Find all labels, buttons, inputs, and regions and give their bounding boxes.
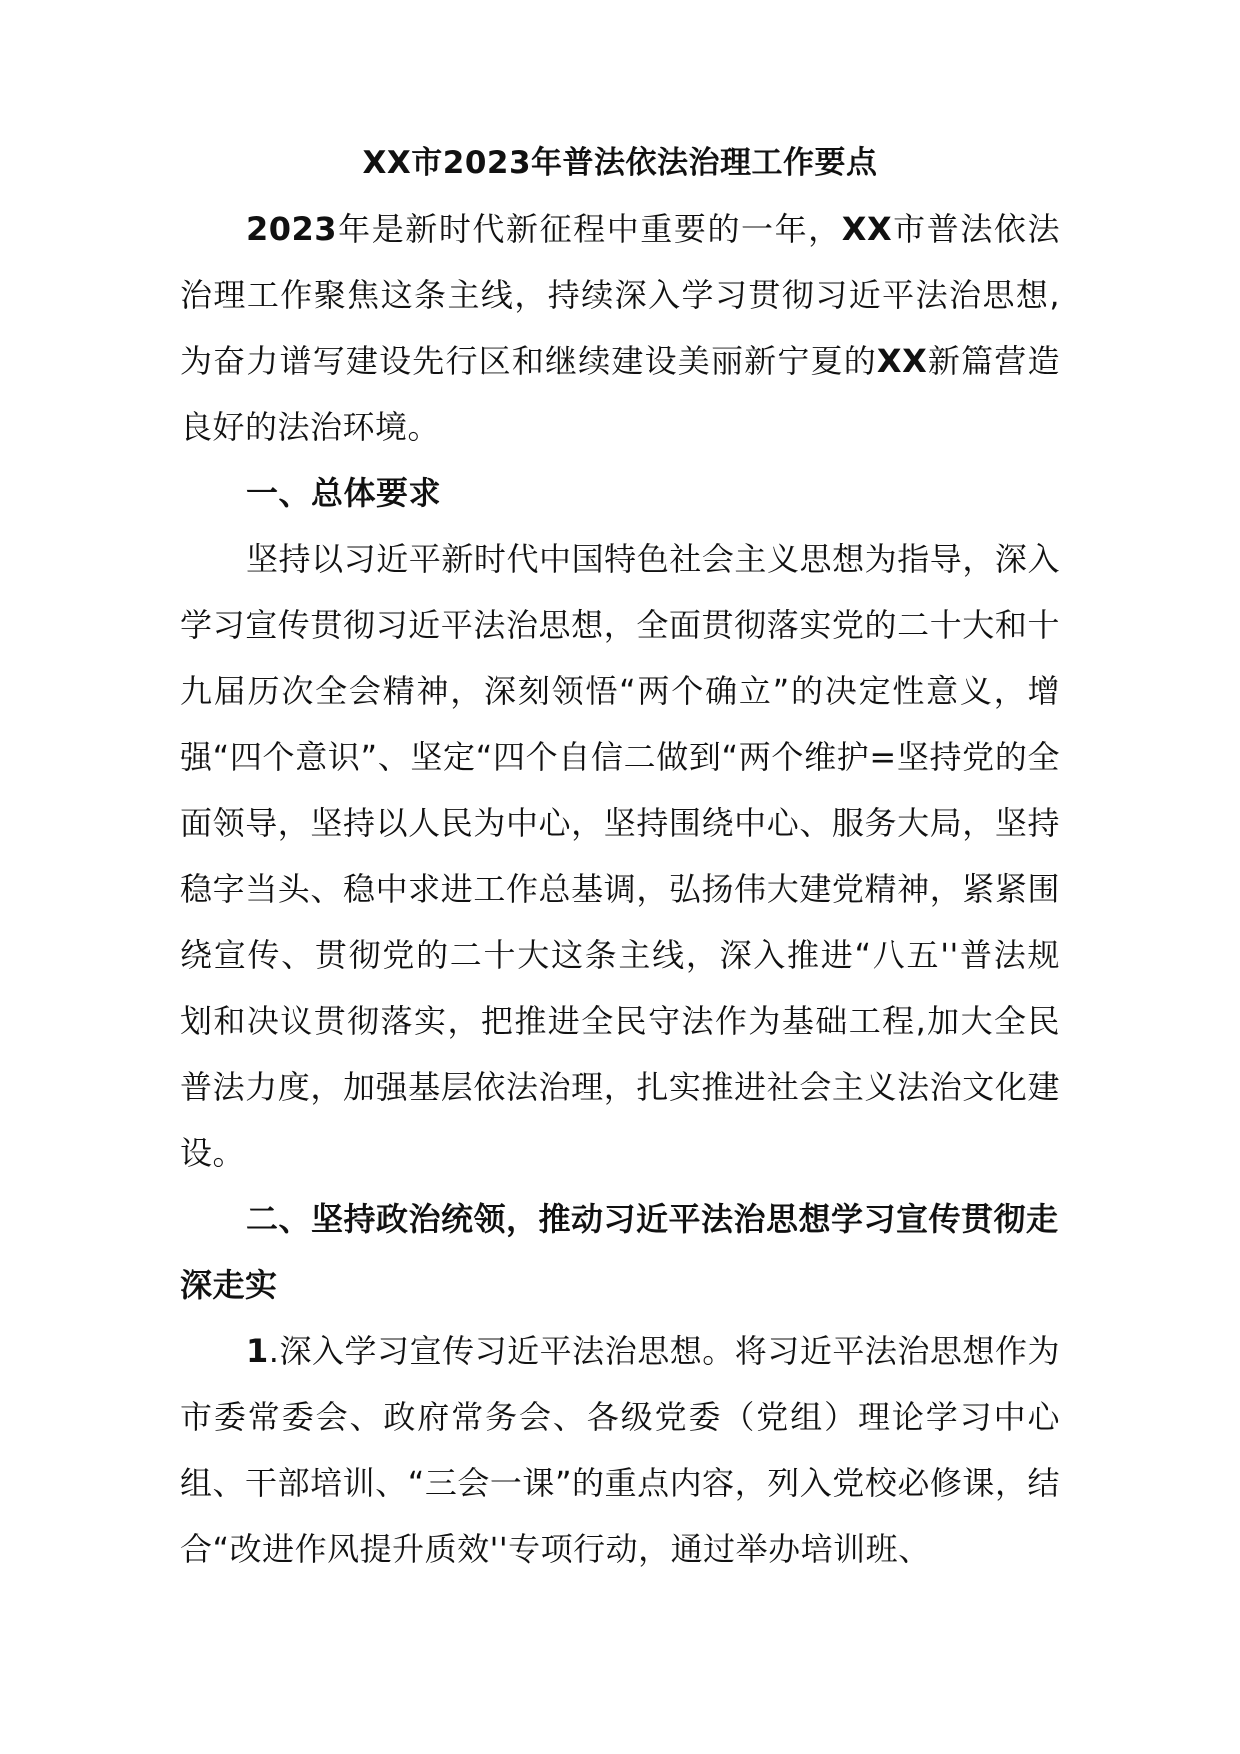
intro-year: 2023 — [246, 210, 338, 248]
document-title: XX市2023年普法依法治理工作要点 — [362, 145, 878, 181]
section2-heading: 二、坚持政治统领，推动习近平法治思想学习宣传贯彻走深走实 — [180, 1200, 1059, 1304]
section2-item1 — [180, 1318, 1060, 1582]
intro-text-2: 市普法依法治理工作聚焦这条主线，持续深入学习贯彻习近平法治思想,为奋力谱写建设先行区和继续建设美丽新宁夏的 — [180, 210, 1060, 380]
intro-paragraph — [180, 196, 1060, 460]
item1-body: .深入学习宣传习近平法治思想。将习近平法治思想作为市委常委会、政府常务会、各级党委（党组）理论学习中心组、干部培训、“三会一课”的重点内容，列入党校必修课，结合“改进作风提升质效''专项行动，通过举办培训班、 — [180, 1332, 1060, 1568]
item1-number: 1 — [246, 1332, 269, 1370]
intro-text-3: 新篇营造良好的法治环境。 — [180, 342, 1060, 446]
intro-city-2: XX — [876, 342, 928, 380]
section1-body: 坚持以习近平新时代中国特色社会主义思想为指导，深入学习宣传贯彻习近平法治思想，全面贯彻落实党的二十大和十九届历次全会精神，深刻领悟“两个确立”的决定性意义，增强“四个意识”、坚定“四个自信二做到“两个维护=坚持党的全面领导，坚持以人民为中心，坚持围绕中心、服务大局，坚持稳字当头、稳中求进工作总基调，弘扬伟大建党精神，紧紧围绕宣传、贯彻党的二十大这条主线，深入推进“八五''普法规划和决议贯彻落实，把推进全民守法作为基础工程,加大全民普法力度，加强基层依法治理，扎实推进社会主义法治文化建设。 — [180, 540, 1060, 1172]
intro-city: XX — [841, 210, 893, 248]
section1-heading: 一、总体要求 — [246, 474, 442, 512]
intro-text-1: 年是新时代新征程中重要的一年， — [337, 210, 842, 248]
document-page — [180, 130, 1060, 1582]
